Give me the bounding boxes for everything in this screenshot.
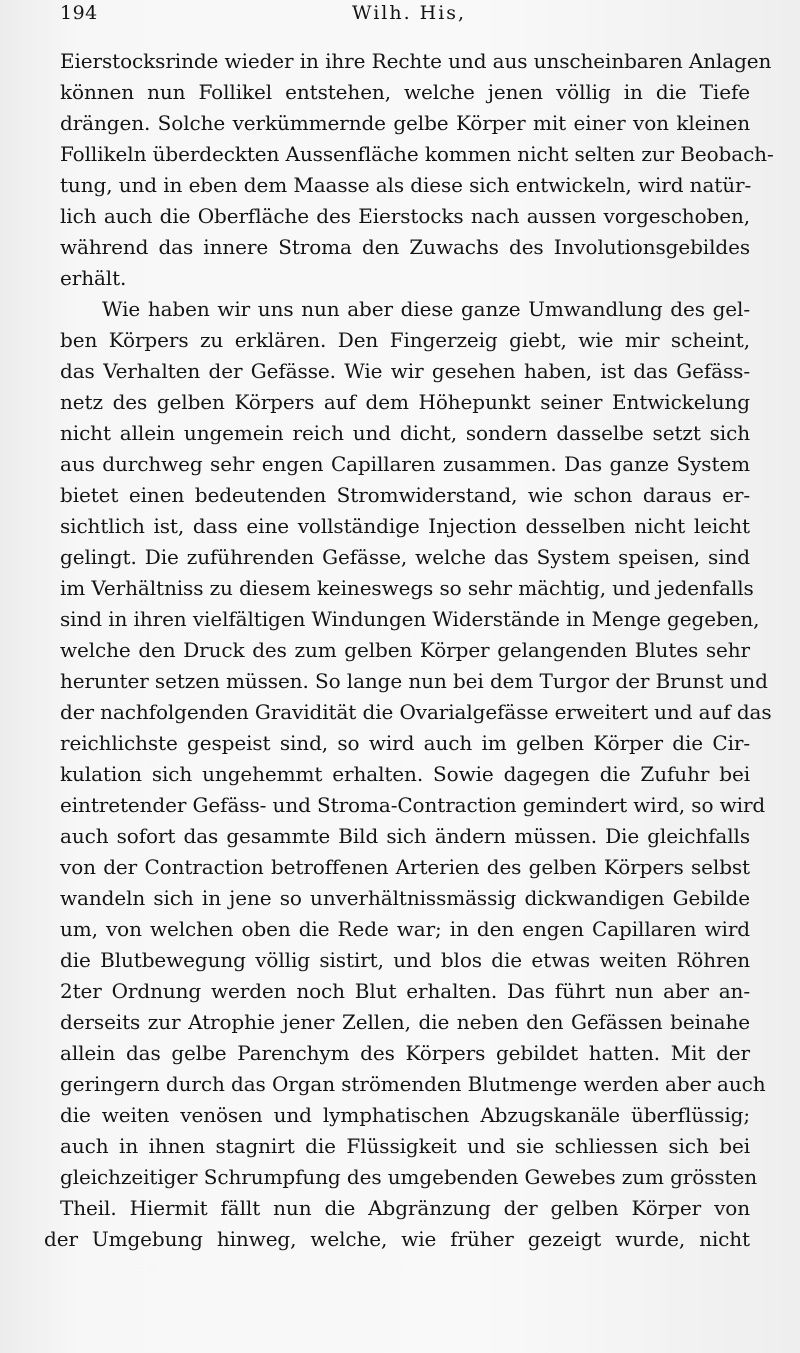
text-line: erhält. [60,266,127,290]
text-line: tung, und in eben dem Maasse als diese sich entwickeln, wird natür- [60,173,752,197]
text-line: bietet einen bedeutenden Stromwiderstand, wie schon daraus er- [60,483,750,507]
text-line: Theil. Hiermit fällt nun die Abgränzung der gelben Körper von [60,1196,750,1220]
text-line: ben Körpers zu erklären. Den Fingerzeig giebt, wie mir scheint, [60,328,750,352]
text-line: auch sofort das gesammte Bild sich ändern müssen. Die gleichfalls [60,824,750,848]
text-line: auch in ihnen stagnirt die Flüssigkeit und sie schliessen sich bei [60,1134,750,1158]
text-line: die Blutbewegung völlig sistirt, und blos die etwas weiten Röhren [60,948,750,972]
text-line: gelingt. Die zuführenden Gefässe, welche das System speisen, sind [60,545,750,569]
text-line: während das innere Stroma den Zuwachs des Involutionsgebildes [60,235,750,259]
body-text [44,46,774,1255]
text-line: netz des gelben Körpers auf dem Höhepunkt seiner Entwickelung [60,390,750,414]
page-number: 194 [60,2,98,24]
text-line: gleichzeitiger Schrumpfung des umgebenden Gewebes zum grössten [60,1165,757,1189]
text-line: allein das gelbe Parenchym des Körpers gebildet hatten. Mit der [60,1041,750,1065]
text-line: derseits zur Atrophie jener Zellen, die neben den Gefässen beinahe [60,1010,750,1034]
text-line: reichlichste gespeist sind, so wird auch im gelben Körper die Cir- [60,731,750,755]
text-line: kulation sich ungehemmt erhalten. Sowie dagegen die Zufuhr bei [60,762,750,786]
text-line: der Umgebung hinweg, welche, wie früher gezeigt wurde, nicht [44,1227,750,1251]
text-line: das Verhalten der Gefässe. Wie wir gesehen haben, ist das Gefäss- [60,359,750,383]
text-line: Follikeln überdeckten Aussenfläche kommen nicht selten zur Beobach- [60,142,774,166]
text-line: wandeln sich in jene so unverhältnissmässig dickwandigen Gebilde [60,886,750,910]
text-line: sind in ihren vielfältigen Windungen Widerstände in Menge gegeben, [60,607,760,631]
text-line: der nachfolgenden Gravidität die Ovarialgefässe erweitert und auf das [60,700,772,724]
text-line: welche den Druck des zum gelben Körper gelangenden Blutes sehr [60,638,750,662]
text-line: im Verhältniss zu diesem keineswegs so sehr mächtig, und jedenfalls [60,576,754,600]
running-head: Wilh. His, [352,2,467,24]
paragraph-start-line: Wie haben wir uns nun aber diese ganze Umwandlung des gel- [102,297,750,321]
text-line: um, von welchen oben die Rede war; in den engen Capillaren wird [60,917,750,941]
text-line: die weiten venösen und lymphatischen Abzugskanäle überflüssig; [60,1103,750,1127]
text-line: eintretender Gefäss- und Stroma-Contraction gemindert wird, so wird [60,793,766,817]
text-line: sichtlich ist, dass eine vollständige Injection desselben nicht leicht [60,514,750,538]
page-header [60,2,760,32]
text-line: geringern durch das Organ strömenden Blutmenge werden aber auch [60,1072,766,1096]
text-line: aus durchweg sehr engen Capillaren zusammen. Das ganze System [60,452,750,476]
text-line: 2ter Ordnung werden noch Blut erhalten. Das führt nun aber an- [60,979,750,1003]
text-line: herunter setzen müssen. So lange nun bei dem Turgor der Brunst und [60,669,768,693]
text-line: drängen. Solche verkümmernde gelbe Körper mit einer von kleinen [60,111,750,135]
text-line: Eierstocksrinde wieder in ihre Rechte und aus unscheinbaren Anlagen [60,49,772,73]
text-line: nicht allein ungemein reich und dicht, sondern dasselbe setzt sich [60,421,750,445]
text-line: lich auch die Oberfläche des Eierstocks nach aussen vorgeschoben, [60,204,750,228]
text-line: können nun Follikel entstehen, welche jenen völlig in die Tiefe [60,80,750,104]
text-line: von der Contraction betroffenen Arterien des gelben Körpers selbst [60,855,750,879]
